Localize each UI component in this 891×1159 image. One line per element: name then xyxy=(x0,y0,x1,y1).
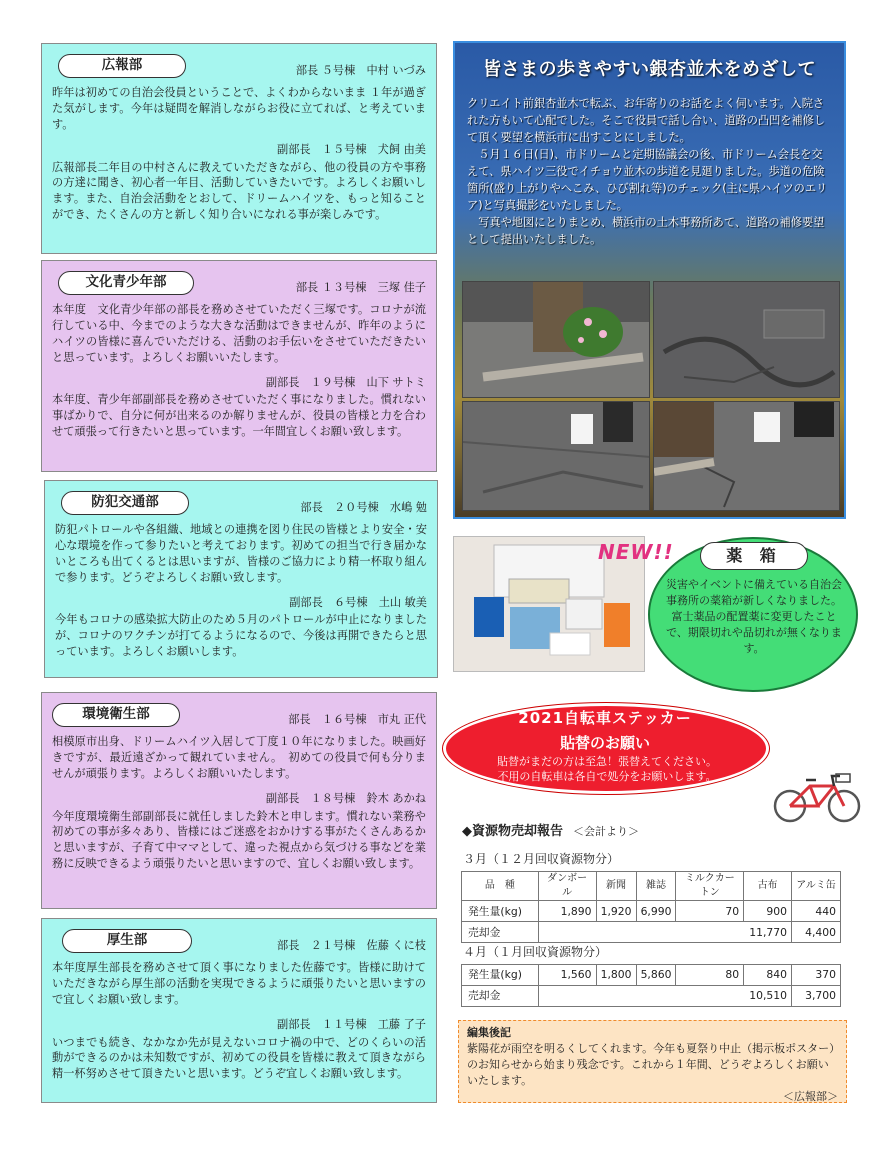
section-title: 防犯交通部 xyxy=(61,491,189,515)
sticker-line: 貼替がまだの方は至急！張替えてください。 xyxy=(497,755,717,768)
table-cell: 11,770 xyxy=(538,922,791,943)
vice-role: 副部長 １１号棟 工藤 了子 xyxy=(277,1017,426,1031)
section-title: 環境衛生部 xyxy=(52,703,180,727)
bicycle-icon xyxy=(772,772,864,824)
vice-message: いつまでも続き、なかなか先が見えないコロナ禍の中で、どのくらいの活動ができるのかは未知数ですが、初めての役員を皆様に教えて頂きながら精一杯努めさせて頂きたいと思います。どうぞ宜しくお願い致します。 xyxy=(52,1035,426,1081)
section-bunka xyxy=(41,260,437,472)
head-role: 部長 ２１号棟 佐藤 くに枝 xyxy=(277,939,426,952)
column-header: 古布 xyxy=(744,872,792,901)
table-cell: 10,510 xyxy=(538,986,791,1007)
head-message: 本年度 文化青少年部の部長を務めさせていただく三塚です。コロナが流行している中、今までのような大きな活動はできませんが、昨年のようにハイツの皆様に喜んでいただける、活動のお手伝いをさせていただきたいと思っています。よろしくお願いいたします。 xyxy=(52,302,426,364)
head-message: 防犯パトロールや各組織、地域との連携を図り住民の皆様とより安全・安心な環境を作って参りたいと考えております。初めての担当で行き届かないところも出てくるとは思いますが、皆様のご協力により精一杯取り組んで参ります。どうぞよろしくお願い致します。 xyxy=(55,522,427,584)
section-title: 厚生部 xyxy=(62,929,192,953)
resources-note: ＜会計より＞ xyxy=(573,825,639,838)
table-cell: 6,990 xyxy=(636,901,676,922)
head-role: 部長 １６号棟 市丸 正代 xyxy=(288,713,426,726)
table-cell: 5,860 xyxy=(636,965,676,986)
table-cell: 4,400 xyxy=(792,922,841,943)
table-cell: 70 xyxy=(676,901,744,922)
vice-role: 副部長 ６号棟 土山 敏美 xyxy=(289,595,427,609)
table-row xyxy=(462,872,841,901)
table-cell: 1,560 xyxy=(538,965,596,986)
crack-photo xyxy=(653,401,840,511)
march-table xyxy=(461,871,841,943)
section-title: 広報部 xyxy=(58,54,186,78)
head-role: 部長 ２０号棟 水嶋 勉 xyxy=(300,501,427,514)
section-title: 文化青少年部 xyxy=(58,271,194,295)
row-label: 発生量(kg) xyxy=(462,965,539,986)
table-row xyxy=(462,922,841,943)
sidewalk-photo xyxy=(462,281,650,398)
table-cell: 1,920 xyxy=(596,901,636,922)
column-header: ダンボール xyxy=(538,872,596,901)
vice-role: 副部長 １８号棟 鈴木 あかね xyxy=(265,791,426,805)
column-header: ミルクカートン xyxy=(676,872,744,901)
table-cell: 1,890 xyxy=(538,901,596,922)
editor-note xyxy=(458,1020,847,1103)
editor-title: 編集後記 xyxy=(467,1026,511,1039)
resources-title: ◆資源物売却報告 xyxy=(462,824,563,839)
column-header: 雑誌 xyxy=(636,872,676,901)
medkit-title: 薬 箱 xyxy=(700,542,808,570)
head-message: 本年度厚生部長を務めさせて頂く事になりました佐藤です。皆様に助けていただきながら厚生部の活動を実現できるように頑張りたいと思いますので宜しくお願い致します。 xyxy=(52,960,426,1006)
new-badge: NEW!! xyxy=(598,540,674,564)
table-cell: 370 xyxy=(792,965,841,986)
row-label: 発生量(kg) xyxy=(462,901,539,922)
head-role: 部長 ５号棟 中村 いづみ xyxy=(295,64,426,77)
editor-text: 紫陽花が雨空を明るくしてくれます。今年も夏祭り中止（掲示板ポスター）のお知らせから始まり残念です。これから１年間、どうぞよろしくお願いいたします。 xyxy=(467,1041,835,1087)
table-row xyxy=(462,986,841,1007)
vice-message: 今年度環境衛生部副部長に就任しました鈴木と申します。慣れない業務や初めての事が多々あり、皆様にはご迷惑をおかけする事がたくさんあるかと思いますが、子育て中ママとして、違った視点から気づける事などを業務に反映できるよう頑張りたいと思いますので、宜しくお願い致します。 xyxy=(52,809,426,871)
section-kankyou xyxy=(41,692,437,909)
head-message: 相模原市出身、ドリームハイツ入居して丁度１０年になりました。映画好きですが、最近遠ざかって観れていません。 初めての役員で何も分りませんが頑張ります。よろしくお願いいたします。 xyxy=(52,734,426,780)
table-row xyxy=(462,965,841,986)
article-title: 皆さまの歩きやすい銀杏並木をめざして xyxy=(483,59,816,80)
ginkgo-article xyxy=(453,41,846,519)
table-cell: 900 xyxy=(744,901,792,922)
table-cell: 3,700 xyxy=(792,986,841,1007)
column-header: 新聞 xyxy=(596,872,636,901)
column-header: 品 種 xyxy=(462,872,539,901)
article-paragraph: ５月１６日(日)、市ドリームと定期協議会の後、市ドリーム会長を交えて、県ハイツ三役でイチョウ並木の歩道を見廻りました。歩道の危険箇所(盛り上がりやへこみ、ひび割れ等)のチェック(主に県ハイツのエリア)と写真撮影をいたしました。 xyxy=(467,147,828,212)
medkit-notice: 災害やイベントに備えている自治会事務所の薬箱が新しくなりました。富士薬品の配置薬に変更したことで、期限切れや品切れが無くなります。 xyxy=(666,578,842,655)
table-cell: 440 xyxy=(792,901,841,922)
row-label: 売却金 xyxy=(462,986,539,1007)
april-label: ４月（１月回収資源物分） xyxy=(463,945,608,959)
section-kousei xyxy=(41,918,437,1103)
article-paragraph: クリエイト前銀杏並木で転ぶ、お年寄りのお話をよく伺います。入院された方もいて心配でした。そこで役員で話し合い、道路の凸凹を補修して頂く要望を横浜市に出すことにしました。 xyxy=(467,96,826,144)
april-table xyxy=(461,964,841,1007)
column-header: アルミ缶 xyxy=(792,872,841,901)
sticker-notice xyxy=(455,755,759,785)
table-cell: 840 xyxy=(744,965,792,986)
table-cell: 80 xyxy=(676,965,744,986)
vice-role: 副部長 １５号棟 犬飼 由美 xyxy=(277,142,426,156)
vice-message: 広報部長二年目の中村さんに教えていただきながら、他の役員の方や事務の方達に聞き、初心者一年目、活動していきたいです。よろしくお願いします。また、自治会活動をとおして、ドリームハイツを、もっと知ることができ、たくさんの方と新しく知り合いになれる事が楽しみです。 xyxy=(52,160,426,222)
row-label: 売却金 xyxy=(462,922,539,943)
vice-message: 本年度、青少年部副部長を務めさせていただく事になりました。慣れない事ばかりで、自分に何が出来るのか解りませんが、役員の皆様と力を合わせて頑張って行きたいと思っています。一年間宜しくお願い致します。 xyxy=(52,393,426,439)
article-body xyxy=(455,83,844,248)
inspection-photo xyxy=(462,401,650,511)
pothole-photo xyxy=(653,281,840,398)
sticker-line: 不用の自転車は各自で処分をお願いします。 xyxy=(497,769,717,783)
section-kouhou xyxy=(41,43,437,254)
head-message: 昨年は初めての自治会役員ということで、よくわからないまま １年が過ぎた気がします。今年は疑問を解消しながらお役に立てれば、と考えています。 xyxy=(52,85,426,131)
resources-heading xyxy=(462,823,639,841)
head-role: 部長 １３号棟 三塚 佳子 xyxy=(295,281,426,294)
section-bouhan xyxy=(44,480,438,678)
vice-message: 今年もコロナの感染拡大防止のため５月のパトロールが中止になりましたが、コロナのワクチンが打てるようになるので、今後は再開できたらと思っています。よろしくお願いします。 xyxy=(55,613,427,659)
editor-signature: ＜広報部＞ xyxy=(783,1089,838,1103)
table-row xyxy=(462,901,841,922)
sticker-subtitle: 貼替のお願い xyxy=(559,734,650,752)
vice-role: 副部長 １９号棟 山下 サトミ xyxy=(265,375,426,389)
article-paragraph: 写真や地図にとりまとめ、横浜市の土木事務所あて、道路の補修要望として提出いたしました。 xyxy=(467,215,825,246)
table-cell: 1,800 xyxy=(596,965,636,986)
march-label: ３月（１２月回収資源物分） xyxy=(463,852,620,866)
sticker-title: 2021自転車ステッカー xyxy=(518,709,692,727)
